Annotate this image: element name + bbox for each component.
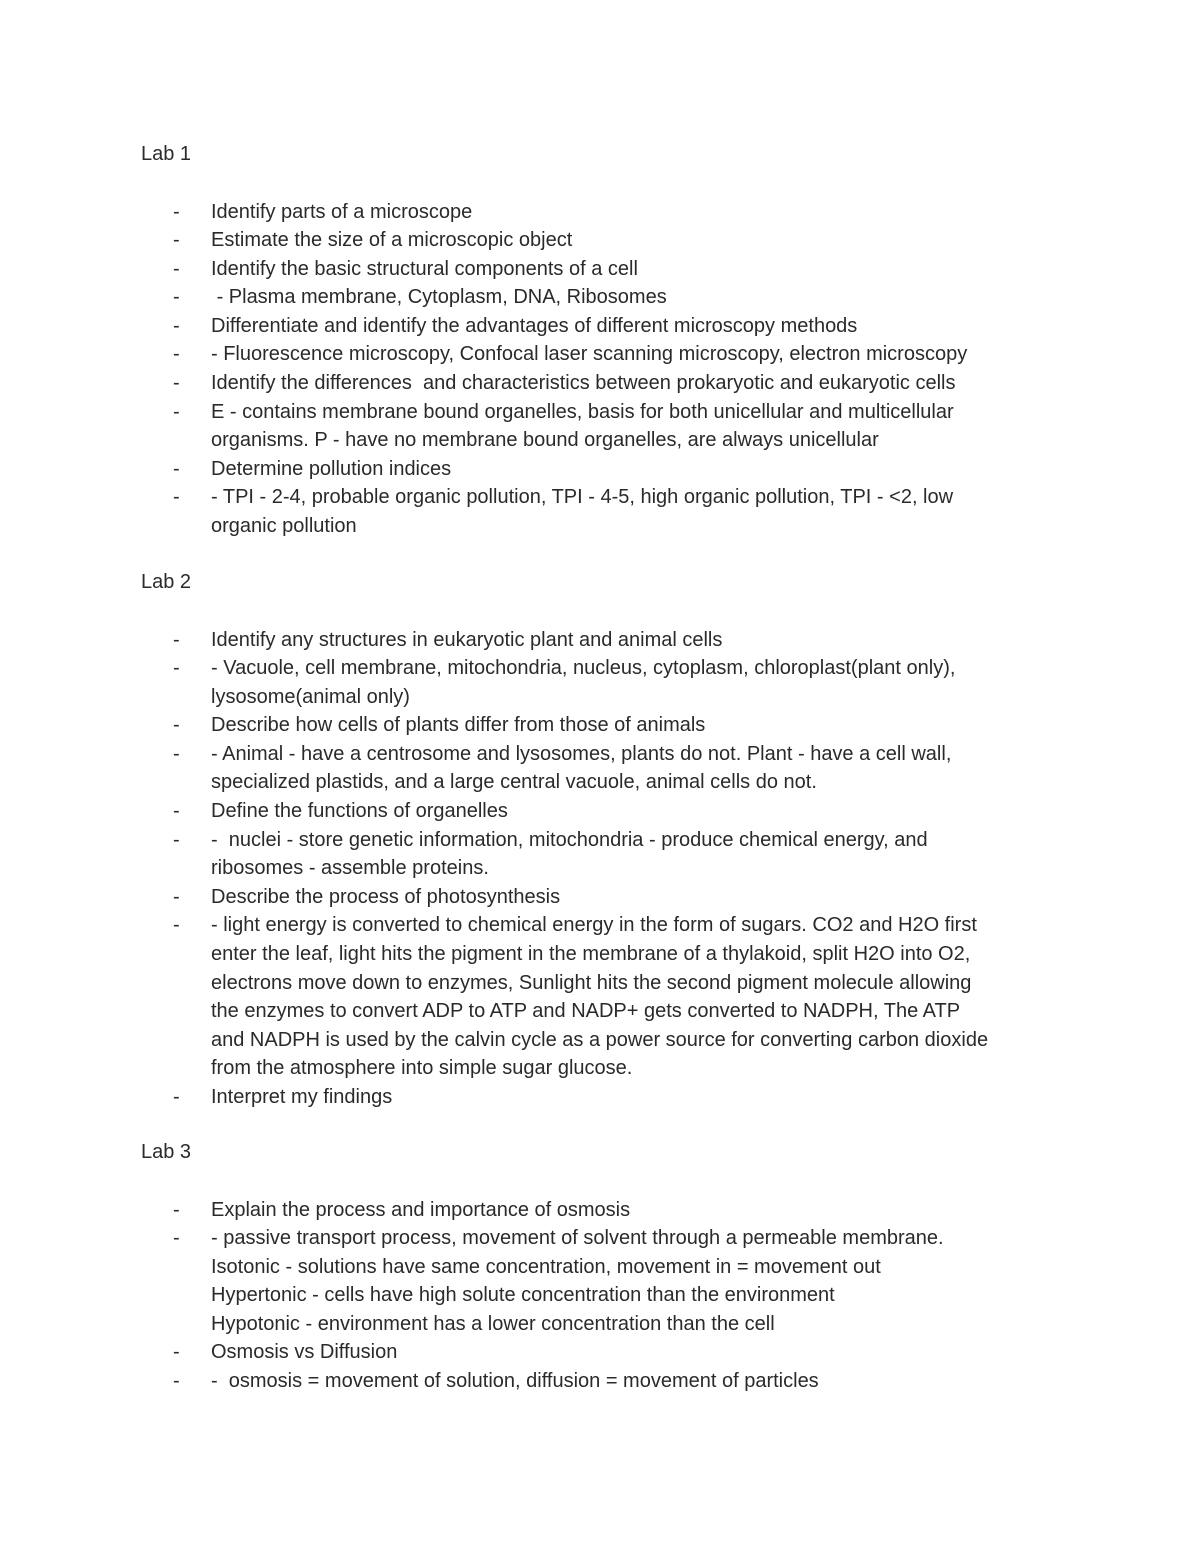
bullet-dash: -	[173, 286, 180, 309]
bullet-dash: -	[173, 628, 180, 651]
list-item-text	[211, 797, 1111, 826]
list-item-text	[211, 198, 1111, 227]
list-item	[0, 340, 1200, 369]
list-item-text	[211, 1083, 1111, 1112]
text-line: - TPI - 2-4, probable organic pollution, TPI - 4-5, high organic pollution, TPI - <2, low	[211, 486, 954, 509]
text-line: - Vacuole, cell membrane, mitochondria, nucleus, cytoplasm, chloroplast(plant only),	[211, 657, 956, 680]
list-item	[0, 1083, 1200, 1112]
list-item	[0, 312, 1200, 341]
text-line: Differentiate and identify the advantages of different microscopy methods	[211, 314, 858, 337]
text-line: Isotonic - solutions have same concentration, movement in = movement out	[211, 1255, 881, 1278]
text-line: Hypotonic - environment has a lower concentration than the cell	[211, 1312, 775, 1335]
text-line: Estimate the size of a microscopic object	[211, 229, 573, 252]
section-heading: Lab 1	[141, 143, 192, 165]
text-line: the enzymes to convert ADP to ATP and NADP+ gets converted to NADPH, The ATP	[211, 1000, 961, 1023]
text-line: from the atmosphere into simple sugar glucose.	[211, 1057, 633, 1080]
list-item	[0, 283, 1200, 312]
text-line: Hypertonic - cells have high solute concentration than the environment	[211, 1284, 835, 1307]
list-item-text	[211, 826, 1111, 883]
bullet-dash: -	[173, 1198, 180, 1221]
list-item	[0, 369, 1200, 398]
section-heading: Lab 2	[141, 571, 192, 593]
text-line: - light energy is converted to chemical energy in the form of sugars. CO2 and H2O first	[211, 914, 977, 937]
list-item	[0, 826, 1200, 883]
text-line: electrons move down to enzymes, Sunlight hits the second pigment molecule allowing	[211, 971, 972, 994]
text-line: lysosome(animal only)	[211, 685, 410, 708]
list-item	[0, 1367, 1200, 1396]
list-item-text	[211, 883, 1111, 912]
list-item-text	[211, 483, 1111, 540]
list-item	[0, 483, 1200, 540]
text-line: Identify parts of a microscope	[211, 200, 473, 223]
text-line: Identify any structures in eukaryotic plant and animal cells	[211, 628, 723, 651]
list-item	[0, 654, 1200, 711]
list-item-text	[211, 1224, 1111, 1338]
text-line: - passive transport process, movement of solvent through a permeable membrane.	[211, 1227, 944, 1250]
text-line: - nuclei - store genetic information, mitochondria - produce chemical energy, and	[211, 828, 928, 851]
bullet-list	[0, 1196, 1200, 1396]
bullet-dash: -	[173, 1370, 180, 1393]
text-line: organisms. P - have no membrane bound organelles, are always unicellular	[211, 429, 879, 452]
text-line: Describe how cells of plants differ from those of animals	[211, 714, 706, 737]
list-item	[0, 398, 1200, 455]
text-line: Describe the process of photosynthesis	[211, 885, 561, 908]
list-item	[0, 626, 1200, 655]
text-line: enter the leaf, light hits the pigment in the membrane of a thylakoid, split H2O into O2,	[211, 943, 971, 966]
list-item	[0, 1196, 1200, 1225]
list-item-text	[211, 740, 1111, 797]
bullet-dash: -	[173, 314, 180, 337]
list-item	[0, 255, 1200, 284]
list-item-text	[211, 340, 1111, 369]
list-item	[0, 455, 1200, 484]
text-line: E - contains membrane bound organelles, basis for both unicellular and multicellular	[211, 400, 954, 423]
bullet-dash: -	[173, 343, 180, 366]
bullet-dash: -	[173, 457, 180, 480]
bullet-dash: -	[173, 828, 180, 851]
bullet-dash: -	[173, 486, 180, 509]
list-item	[0, 911, 1200, 1083]
list-item-text	[211, 369, 1111, 398]
list-item-text	[211, 398, 1111, 455]
bullet-dash: -	[173, 800, 180, 823]
list-item-text	[211, 283, 1111, 312]
list-item-text	[211, 1196, 1111, 1225]
list-item	[0, 883, 1200, 912]
list-item	[0, 226, 1200, 255]
text-line: Explain the process and importance of osmosis	[211, 1198, 631, 1221]
text-line: Determine pollution indices	[211, 457, 452, 480]
text-line: Identify the basic structural components of a cell	[211, 257, 638, 280]
text-line: Interpret my findings	[211, 1086, 393, 1109]
bullet-dash: -	[173, 914, 180, 937]
bullet-list	[0, 198, 1200, 541]
list-item	[0, 1224, 1200, 1338]
list-item-text	[211, 654, 1111, 711]
bullet-dash: -	[173, 229, 180, 252]
bullet-dash: -	[173, 885, 180, 908]
section-heading: Lab 3	[141, 1141, 192, 1163]
list-item-text	[211, 911, 1111, 1083]
bullet-list	[0, 626, 1200, 1112]
list-item	[0, 740, 1200, 797]
text-line: specialized plastids, and a large central vacuole, animal cells do not.	[211, 771, 817, 794]
list-item	[0, 198, 1200, 227]
bullet-dash: -	[173, 400, 180, 423]
list-item-text	[211, 1367, 1111, 1396]
text-line: organic pollution	[211, 515, 357, 538]
list-item-text	[211, 226, 1111, 255]
list-item-text	[211, 626, 1111, 655]
list-item	[0, 1338, 1200, 1367]
text-line: - osmosis = movement of solution, diffusion = movement of particles	[211, 1370, 819, 1393]
bullet-dash: -	[173, 742, 180, 765]
bullet-dash: -	[173, 714, 180, 737]
text-line: and NADPH is used by the calvin cycle as a power source for converting carbon dioxide	[211, 1028, 989, 1051]
text-line: - Fluorescence microscopy, Confocal laser scanning microscopy, electron microscopy	[211, 343, 968, 366]
bullet-dash: -	[173, 657, 180, 680]
list-item	[0, 711, 1200, 740]
list-item	[0, 797, 1200, 826]
list-item-text	[211, 711, 1111, 740]
list-item-text	[211, 1338, 1111, 1367]
bullet-dash: -	[173, 1227, 180, 1250]
text-line: ribosomes - assemble proteins.	[211, 857, 489, 880]
list-item-text	[211, 255, 1111, 284]
bullet-dash: -	[173, 200, 180, 223]
text-line: Define the functions of organelles	[211, 800, 508, 823]
bullet-dash: -	[173, 257, 180, 280]
text-line: - Animal - have a centrosome and lysosomes, plants do not. Plant - have a cell wall,	[211, 742, 952, 765]
bullet-dash: -	[173, 372, 180, 395]
text-line: - Plasma membrane, Cytoplasm, DNA, Ribosomes	[211, 286, 667, 309]
bullet-dash: -	[173, 1341, 180, 1364]
list-item-text	[211, 312, 1111, 341]
text-line: Osmosis vs Diffusion	[211, 1341, 398, 1364]
bullet-dash: -	[173, 1086, 180, 1109]
text-line: Identify the differences and characteristics between prokaryotic and eukaryotic cells	[211, 372, 956, 395]
list-item-text	[211, 455, 1111, 484]
